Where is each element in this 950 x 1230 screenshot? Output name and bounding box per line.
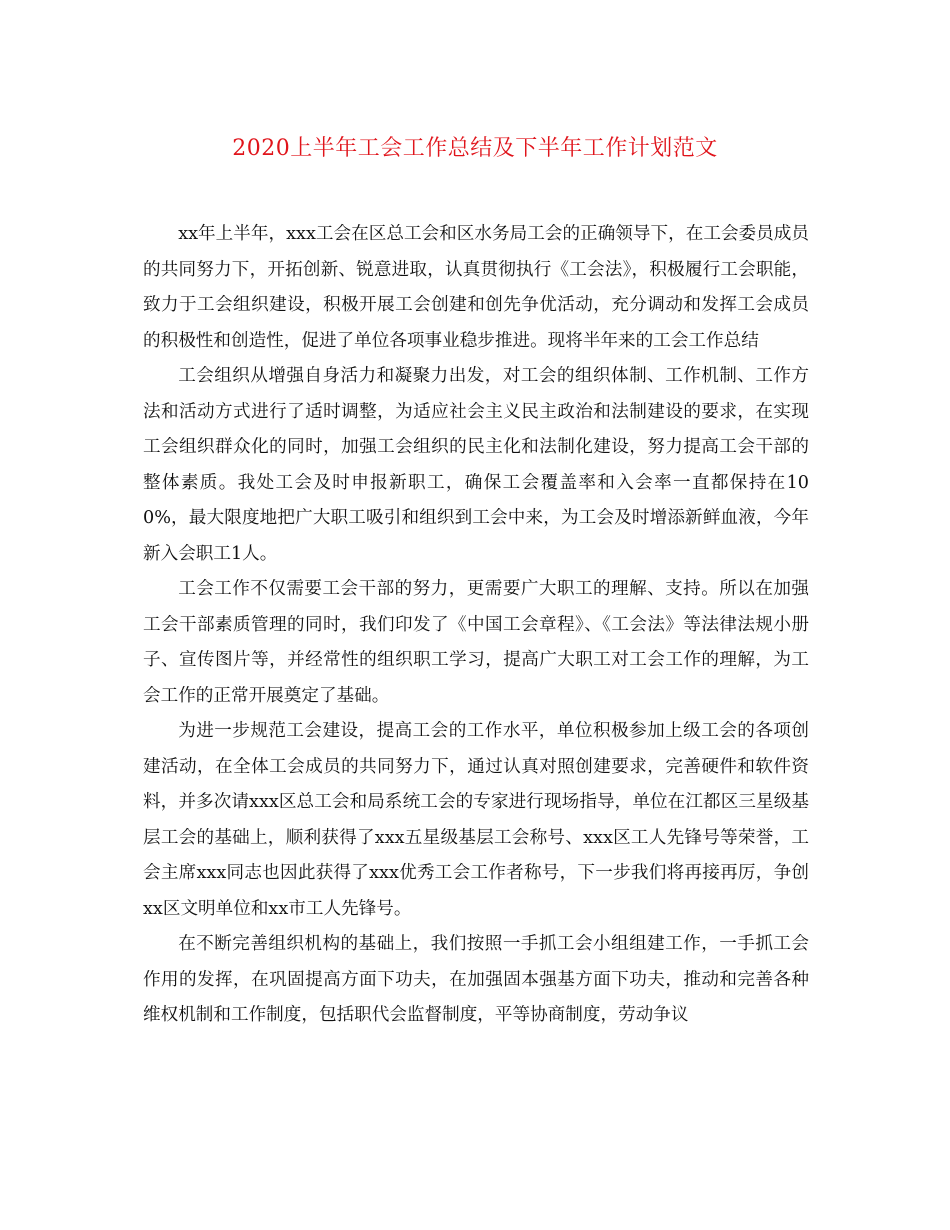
paragraph-5: 在不断完善组织机构的基础上，我们按照一手抓工会小组组建工作，一手抓工会作用的发挥，在巩固提高方面下功夫，在加强固本强基方面下功夫，推动和完善各种维权机制和工作制度，包括职代会监督制度，平等协商制度，劳动争议 [143, 934, 809, 1025]
document-title: 2020上半年工会工作总结及下半年工作计划范文 [232, 136, 718, 161]
paragraph-1: xx年上半年，xxx工会在区总工会和区水务局工会的正确领导下，在工会委员成员的共同努力下，开拓创新、锐意进取，认真贯彻执行《工会法》，积极履行工会职能，致力于工会组织建设，积极开展工会创建和创先争优活动，充分调动和发挥工会成员的积极性和创造性，促进了单位各项事业稳步推进。现将半年来的工会工作总结 [143, 224, 809, 351]
paragraph-2: 工会组织从增强自身活力和凝聚力出发，对工会的组织体制、工作机制、工作方法和活动方式进行了适时调整，为适应社会主义民主政治和法制建设的要求，在实现工会组织群众化的同时，加强工会组织的民主化和法制化建设，努力提高工会干部的整体素质。我处工会及时申报新职工，确保工会覆盖率和入会率一直都保持在100%，最大限度地把广大职工吸引和组织到工会中来，为工会及时增添新鲜血液，今年新入会职工1人。 [143, 366, 809, 564]
document-body [143, 217, 809, 1034]
paragraph-4: 为进一步规范工会建设，提高工会的工作水平，单位积极参加上级工会的各项创建活动，在全体工会成员的共同努力下，通过认真对照创建要求，完善硬件和软件资料，并多次请xxx区总工会和局系统工会的专家进行现场指导，单位在江都区三星级基层工会的基础上，顺利获得了xxx五星级基层工会称号、xxx区工人先锋号等荣誉，工会主席xxx同志也因此获得了xxx优秀工会工作者称号，下一步我们将再接再厉，争创xx区文明单位和xx市工人先锋号。 [143, 721, 809, 919]
paragraph-3: 工会工作不仅需要工会干部的努力，更需要广大职工的理解、支持。所以在加强工会干部素质管理的同时，我们印发了《中国工会章程》、《工会法》等法律法规小册子、宣传图片等，并经常性的组织职工学习，提高广大职工对工会工作的理解，为工会工作的正常开展奠定了基础。 [143, 579, 809, 706]
